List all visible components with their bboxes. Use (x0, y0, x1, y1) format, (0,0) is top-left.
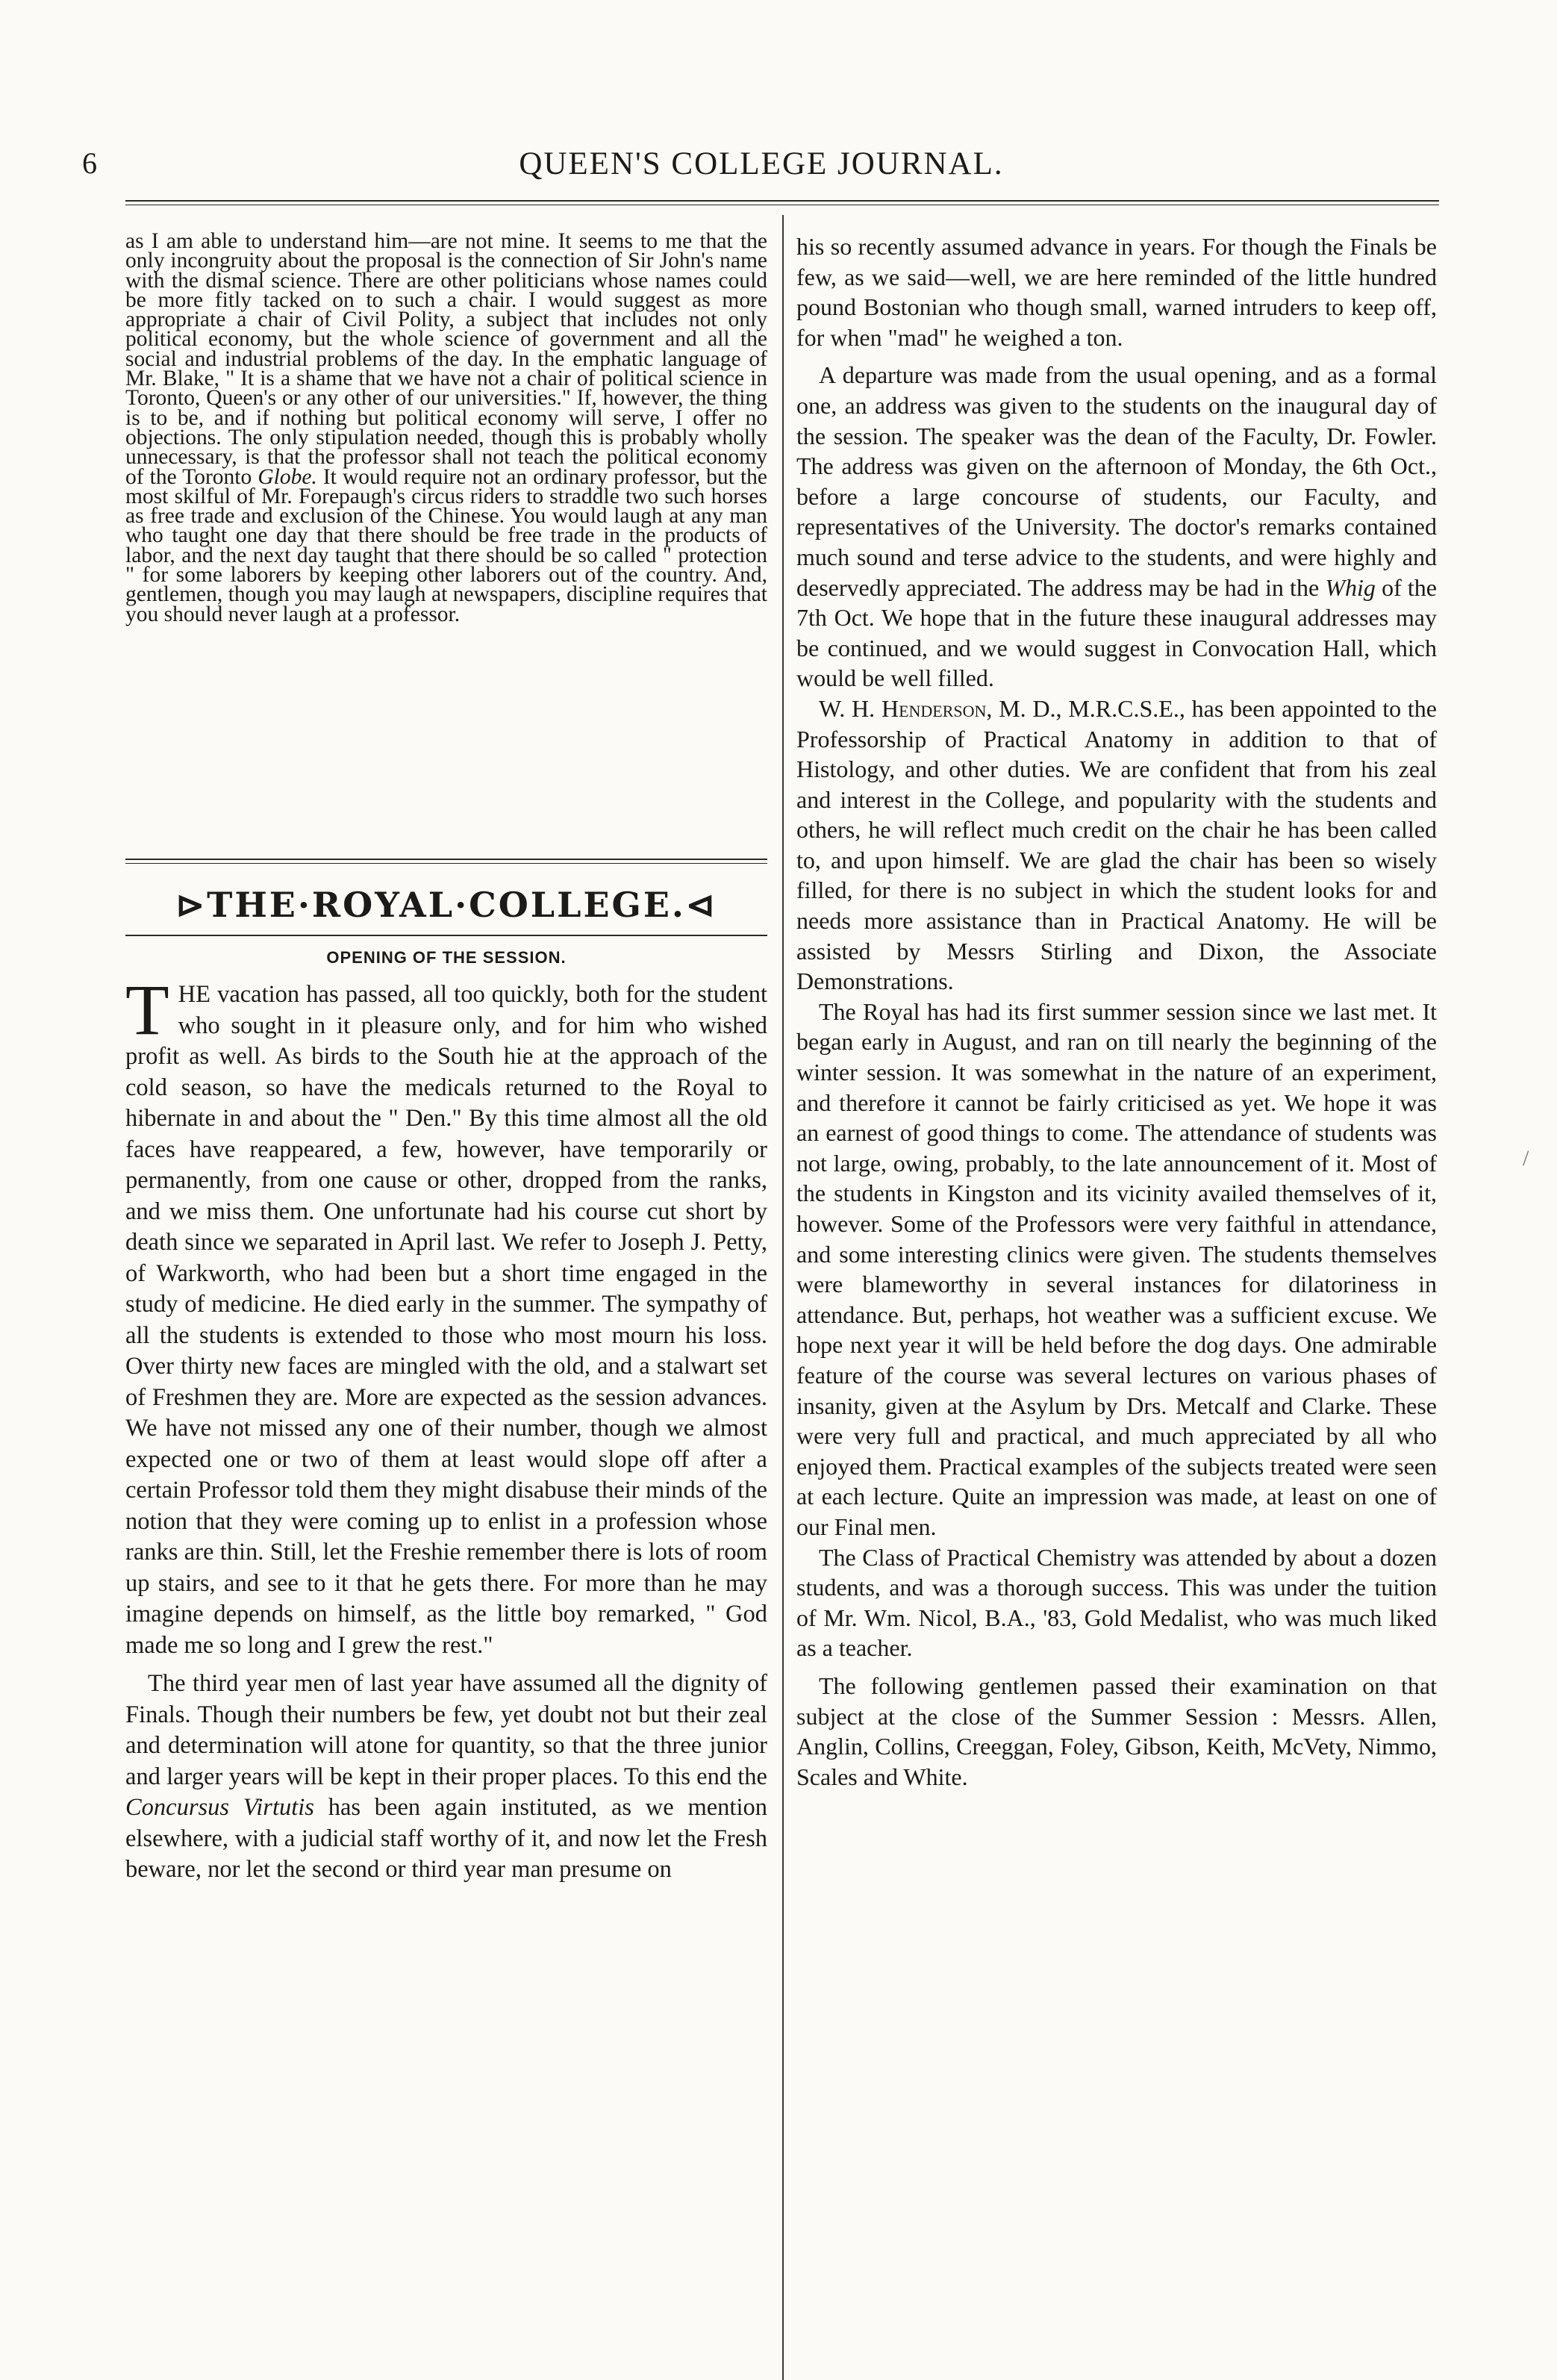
italic-text: Concursus Virtutis (125, 1794, 314, 1821)
text-span: of the 7th Oct. We hope that in the future these inaugural addresses may be continued, and we would suggest in Convocation Hall, which would be well filled. (796, 573, 1438, 692)
left-column-royal-college (125, 970, 767, 1886)
header-rule (125, 200, 1439, 205)
paragraph: The Royal has had its first summer session since we last met. It began early in August, and ran on till nearly the beginning of the winter session. It was somewhat in the nature of an experiment, and therefore it cannot be fairly criticised as yet. We hope it was an earnest of good things to come. The attendance of students was not large, owing, probably, to the late announcement of it. Most of the students in Kingston and its vicinity availed themselves of it, however. Some of the Professors were very faithful in attendance, and some interesting clinics were given. The students themselves were blameworthy in several instances for dilatoriness in attendance. But, perhaps, hot weather was a sufficient excuse. We hope next year it will be held before the dog days. One admirable feature of the course was several lectures on various phases of insanity, given at the Asylum by Drs. Metcalf and Clarke. These were very full and practical, and much appreciated by all who enjoyed them. Practical examples of the subjects treated were seen at each lecture. Quite an impression was made, at least on one of our Final men. (796, 997, 1437, 1540)
paragraph: his so recently assumed advance in years. For though the Finals be few, as we said—well, we are here reminded of the little hundred pound Bostonian who though small, warned intruders to keep off, for when "mad" he weighed a ton. (796, 233, 1437, 351)
stray-mark: / (1523, 1146, 1529, 1171)
left-column-article-continuation (125, 231, 767, 624)
text-span: as I am able to understand him—are not mine. It seems to me that the only incongruity about the proposal is the connection of Sir John's name with the dismal science. There are other politicians whose names could be more fitly tacked on to such a chair. I would suggest as more appropriate a chair of Civil Polity, a subject that includes not only political economy, but the whole science of government and all the social and industrial problems of the day. In the emphatic language of Mr. Blake, " It is a shame that we have not a chair of political science in Toronto, Queen's or any other of our universities." If, however, the thing is to be, and if nothing but political economy will serve, I offer no objections. The only stipulation needed, though this is probably wholly unnecessary, is that the professor shall not teach the political economy of the Toronto (125, 229, 767, 489)
section-subheading: OPENING OF THE SESSION. (326, 948, 567, 967)
text-span: M. D., M.R.C.S.E., has been appointed to the Professorship of Practical Anatomy in addition to that of Histology, and other duties. We are confident that from his zeal and interest in the College, and popularity with the students and others, he will reflect much credit on the chair he has been called to, and upon himself. We are glad the chair has been so wisely filled, for there is no subject in which the student looks for and needs more assistance than in Practical Anatomy. He will be assisted by Messrs Stirling and Dixon, the Associate Demonstrations. (796, 694, 1437, 995)
italic-text: Globe. (258, 464, 317, 489)
text-span: A departure was made from the usual opening, and as a formal one, an address was given to the students on the inaugural day of the session. The speaker was the dean of the Faculty, Dr. Fowler. The address was given on the afternoon of Monday, the 6th Oct., before a large concourse of students, our Faculty, and representatives of the University. The doctor's remarks contained much sound and terse advice to the students, and were highly and deservedly appreciated. The address may be had in the (796, 361, 1437, 601)
page-number: 6 (82, 146, 97, 180)
paragraph (796, 360, 1437, 694)
paragraph: The Class of Practical Chemistry was attended by about a dozen students, and was a thorough success. This was under the tuition of Mr. Wm. Nicol, B.A., '83, Gold Medalist, who was much liked as a teacher. (796, 1543, 1437, 1662)
page-header (82, 146, 1441, 190)
drop-cap: T (125, 970, 169, 1050)
text-span: The third year men of last year have assumed all the dignity of Finals. Though their numbers be few, yet doubt not but their zeal and determination will atone for quantity, so that the three junior and larger years will be kept in their proper places. To this end the (125, 1670, 767, 1790)
section-heading: ⊳THE·ROYAL·COLLEGE.⊲ (175, 885, 717, 925)
text-span: has been again instituted, as we mention elsewhere, with a judicial staff worthy of it, and now let the Fresh beware, nor let the second or third year man presume on (125, 1794, 767, 1883)
section-rule-bottom (125, 935, 767, 936)
italic-text: Whig (1325, 573, 1376, 601)
text-span: HE vacation has passed, all too quickly, both for the student who sought in it pleasure only, and for him who wished profit as well. As birds to the South hie at the approach of the cold season, so have the medicals returned to the Royal to hibernate in and about the " Den." By this time almost all the old faces have reappeared, a few, however, have temporarily or permanently, from one cause or other, dropped from the ranks, and we miss them. One unfortunate had his course cut short by death since we separated in April last. We refer to Joseph J. Petty, of Warkworth, who had been but a short time engaged in the study of medicine. He died early in the summer. The sympathy of all the students is extended to those who most mourn his loss. Over thirty new faces are mingled with the old, and a stalwart set of Freshmen they are. More are expected as the session advances. We have not missed any one of their number, though we almost expected one or two of them at least would slope off after a certain Professor told them they might disabuse their minds of the notion that they were coming up to enlist in a profession whose ranks are thin. Still, let the Freshie remember there is lots of room up stairs, and see to it that he gets there. For more than he may imagine depends on himself, as the little boy remarked, " God made me so long and I grew the rest." (125, 981, 767, 1659)
paragraph (796, 694, 1437, 997)
paragraph (125, 1669, 767, 1886)
right-column (796, 231, 1437, 1792)
paragraph (125, 231, 767, 624)
paragraph: The following gentlemen passed their examination on that subject at the close of the Summer Session : Messrs. Allen, Anglin, Collins, Creeggan, Foley, Gibson, Keith, McVety, Nimmo, Scales and White. (796, 1672, 1437, 1790)
text-span: It would require not an ordinary professor, but the most skilful of Mr. Forepaugh's circus riders to straddle two such horses as free trade and exclusion of the Chinese. You would laugh at any man who taught one day that there should be free trade in the products of labor, and the next day taught that there should be so called " protection " for some laborers by keeping other laborers out of the country. And, gentlemen, though you may laugh at newspapers, discipline requires that you should never laugh at a professor. (125, 464, 768, 626)
paragraph (125, 970, 767, 1661)
name-text: W. H. Henderson, (819, 694, 993, 722)
column-divider (782, 215, 784, 2380)
journal-title: QUEEN'S COLLEGE JOURNAL. (519, 146, 1004, 181)
section-rule-top (125, 859, 767, 864)
